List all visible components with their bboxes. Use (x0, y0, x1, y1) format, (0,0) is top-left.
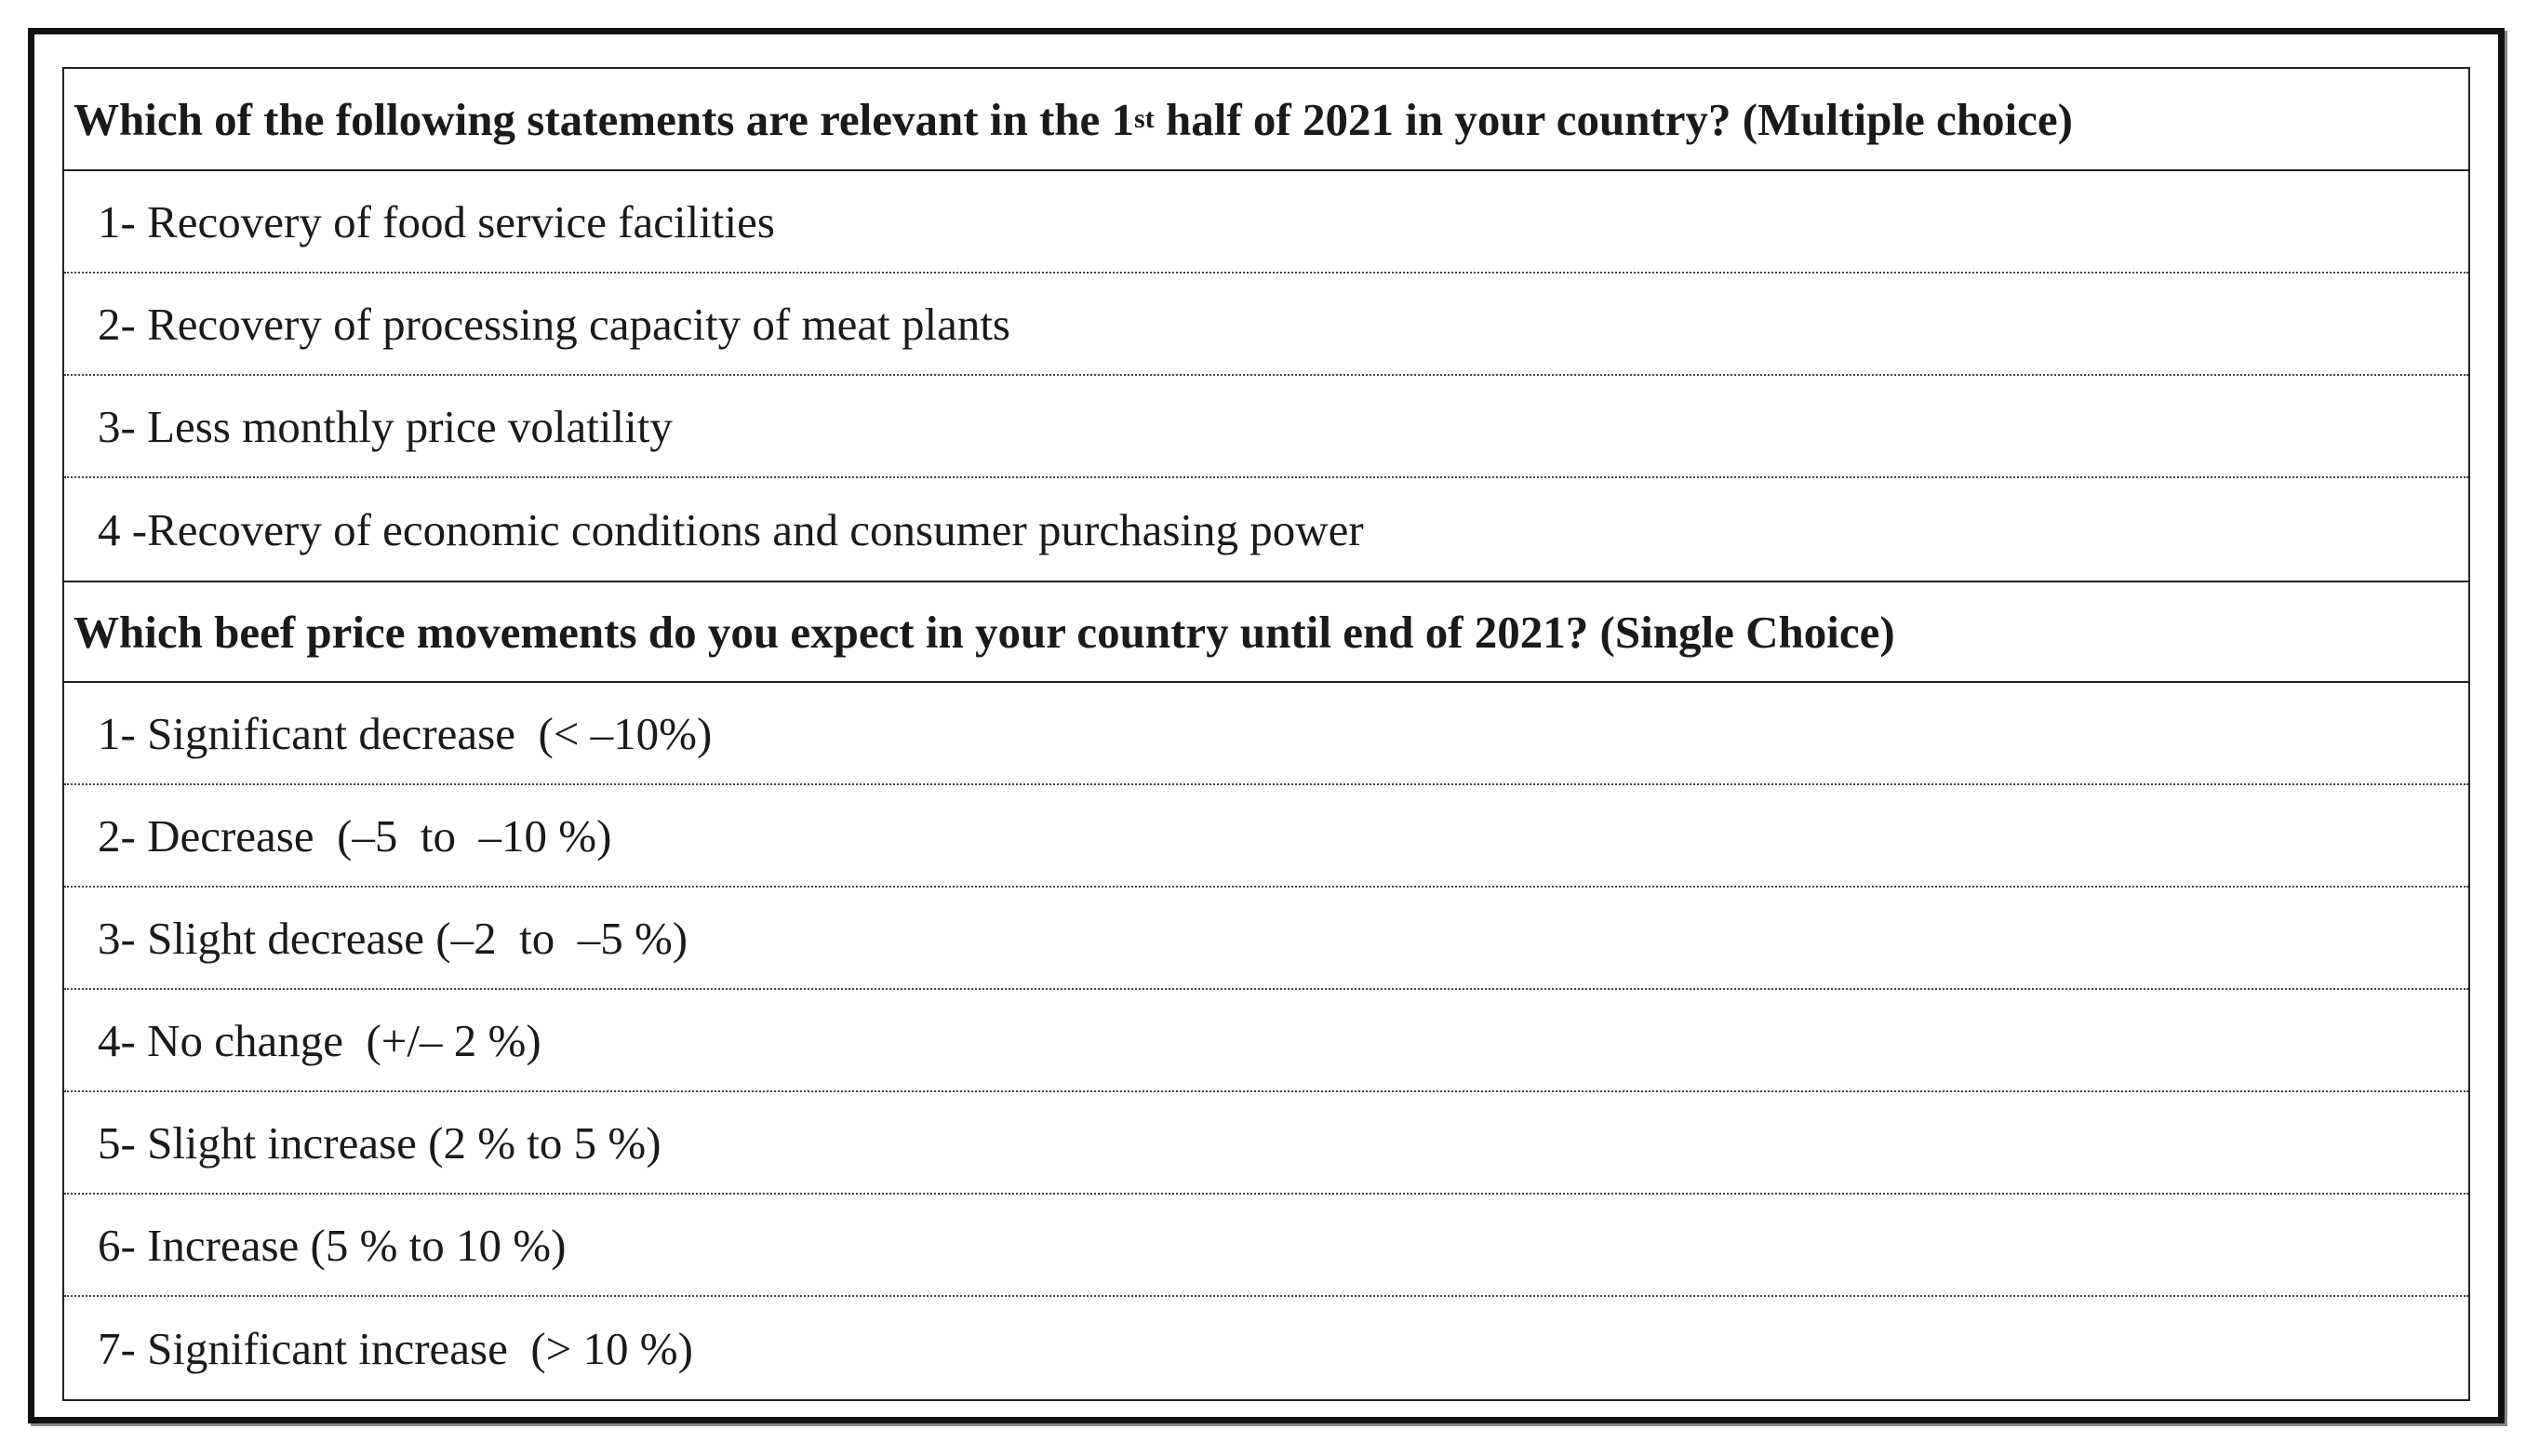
question-2-option: 7- Significant increase (> 10 %) (98, 1322, 693, 1374)
question-2-option: 4- No change (+/– 2 %) (64, 990, 2468, 1092)
question-2-header: Which beef price movements do you expect in your country until end of 2021? (Single Choice) (64, 581, 2468, 683)
question-1-text-post: half of 2021 in your country? (Multiple choice) (1154, 93, 2073, 145)
question-1-text-pre: Which of the following statements are relevant in the 1 (73, 93, 1135, 145)
question-1-header: Which of the following statements are relevant in the 1 st half of 2021 in your country? (Multiple choice) (64, 69, 2468, 171)
question-1-option: 1- Recovery of food service facilities (64, 171, 2468, 274)
survey-table (62, 67, 2470, 1401)
question-2-option: 3- Slight decrease (–2 to –5 %) (64, 888, 2468, 990)
question-2-option: 6- Increase (5 % to 10 %) (64, 1195, 2468, 1297)
figure-frame (28, 28, 2505, 1423)
question-1-option: 3- Less monthly price volatility (64, 376, 2468, 478)
question-2-option: 1- Significant decrease (< –10%) (64, 683, 2468, 785)
question-1-option: 4 -Recovery of economic conditions and consumer purchasing power (98, 503, 1364, 555)
question-2-option: 5- Slight increase (2 % to 5 %) (64, 1092, 2468, 1195)
question-1-option: 2- Recovery of processing capacity of meat plants (64, 274, 2468, 376)
question-2-option: 2- Decrease (–5 to –10 %) (64, 785, 2468, 888)
